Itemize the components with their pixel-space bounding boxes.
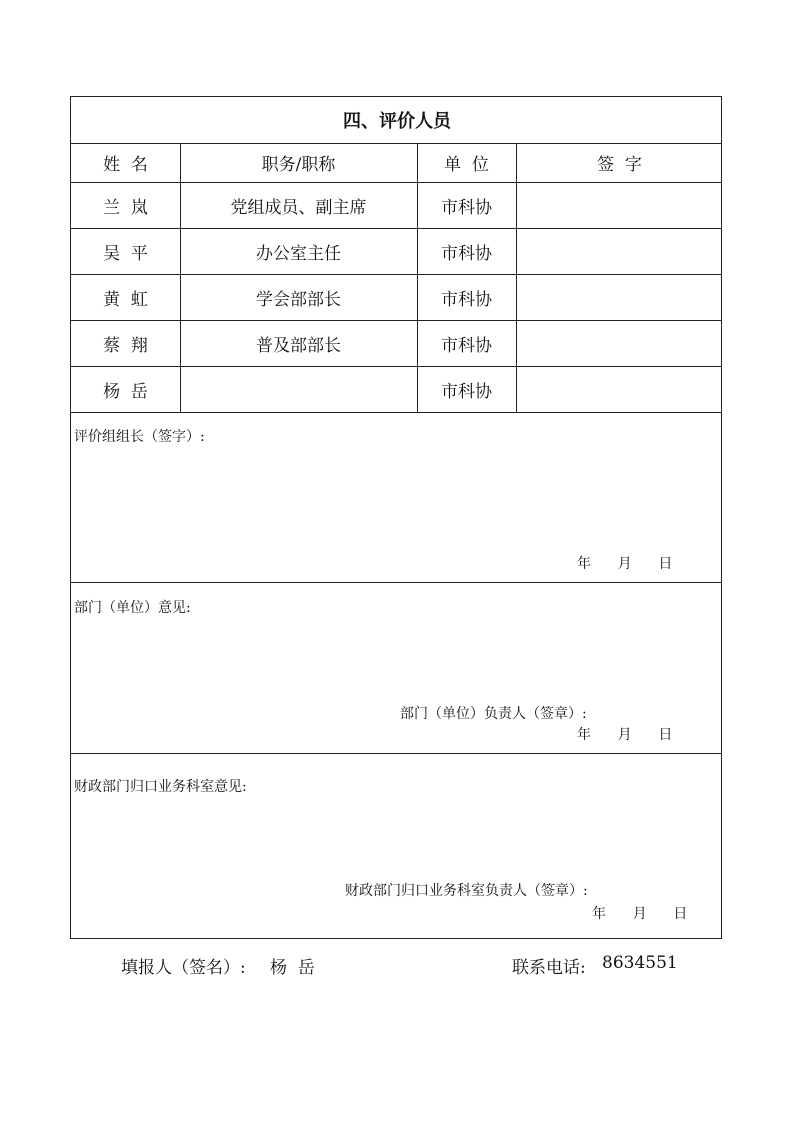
department-label: 部门（单位）意见: bbox=[74, 600, 191, 616]
row-divider bbox=[71, 412, 721, 413]
finance-label: 财政部门归口业务科室意见: bbox=[74, 779, 247, 795]
signature-cell[interactable] bbox=[516, 182, 723, 228]
filler-label: 填报人（签名）: bbox=[121, 958, 246, 978]
row-unit: 市科协 bbox=[441, 335, 492, 356]
row-name: 蔡 翔 bbox=[103, 335, 148, 356]
header-name: 姓 名 bbox=[103, 155, 148, 175]
row-divider bbox=[71, 582, 721, 583]
header-unit: 单 位 bbox=[444, 155, 489, 175]
phone-number: 8634551 bbox=[602, 953, 678, 973]
row-name: 兰 岚 bbox=[103, 197, 148, 218]
section-title: 四、评价人员 bbox=[343, 111, 451, 132]
row-unit: 市科协 bbox=[441, 381, 492, 402]
row-position: 学会部部长 bbox=[256, 289, 341, 310]
row-unit: 市科协 bbox=[441, 289, 492, 310]
department-responsible: 部门（单位）负责人（签章）: bbox=[400, 706, 587, 722]
department-date: 年 月 日 bbox=[577, 727, 673, 743]
leader-date: 年 月 日 bbox=[577, 556, 673, 572]
row-name: 吴 平 bbox=[103, 243, 148, 264]
header-signature: 签 字 bbox=[597, 155, 642, 175]
signature-cell[interactable] bbox=[516, 320, 723, 366]
row-name: 杨 岳 bbox=[103, 381, 148, 402]
finance-responsible: 财政部门归口业务科室负责人（签章）: bbox=[345, 883, 588, 899]
row-position: 办公室主任 bbox=[256, 243, 341, 264]
signature-cell[interactable] bbox=[516, 274, 723, 320]
row-name: 黄 虹 bbox=[103, 289, 148, 310]
row-position: 党组成员、副主席 bbox=[230, 197, 367, 218]
row-unit: 市科协 bbox=[441, 243, 492, 264]
row-divider bbox=[71, 753, 721, 754]
leader-label: 评价组组长（签字）: bbox=[74, 429, 205, 445]
signature-cell[interactable] bbox=[516, 228, 723, 274]
row-unit: 市科协 bbox=[441, 197, 492, 218]
phone-label: 联系电话: bbox=[512, 958, 586, 978]
row-position: 普及部部长 bbox=[256, 335, 341, 356]
evaluation-form-table bbox=[70, 96, 722, 939]
header-position: 职务/职称 bbox=[261, 155, 336, 175]
signature-cell[interactable] bbox=[516, 366, 723, 412]
row-position bbox=[180, 366, 417, 412]
finance-date: 年 月 日 bbox=[592, 906, 688, 922]
filler-name: 杨 岳 bbox=[270, 958, 315, 978]
